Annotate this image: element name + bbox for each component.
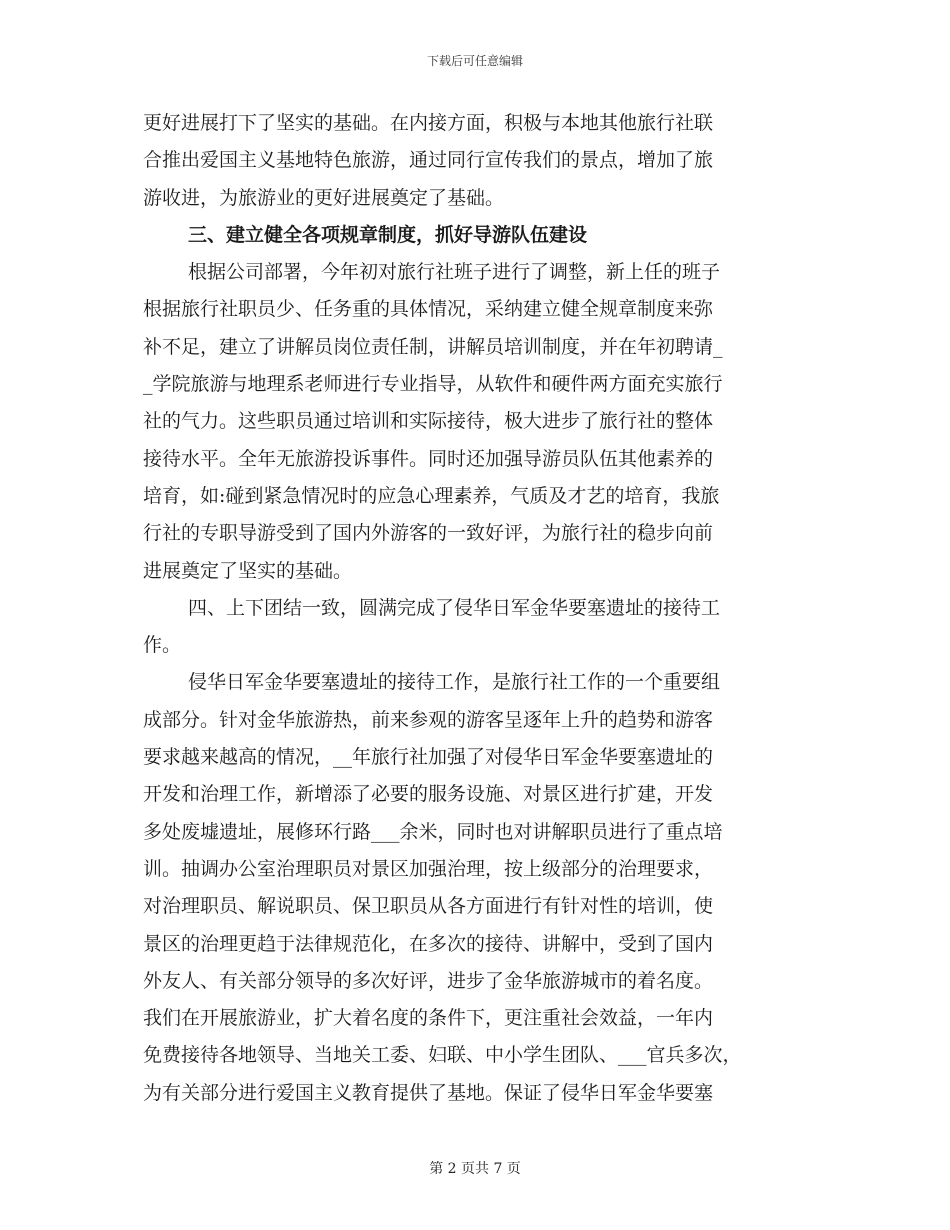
text-line: 开发和治理工作，新增添了必要的服务设施、对景区进行扩建，开发 — [143, 783, 714, 806]
text-line: 社的气力。这些职员通过培训和实际接待，极大进步了旅行社的整体 — [143, 410, 714, 433]
page-header: 下载后可任意编辑 — [426, 54, 523, 68]
text-line: 外友人、有关部分领导的多次好评，进步了金华旅游城市的着名度。 — [143, 969, 714, 992]
text-line: 更好进展打下了坚实的基础。在内接方面，积极与本地其他旅行社联 — [143, 112, 714, 134]
text-line: 根据公司部署，今年初对旅行社班子进行了调整，新上任的班子 — [188, 261, 721, 284]
section-heading-line: 三、建立健全各项规章制度，抓好导游队伍建设 — [188, 223, 588, 246]
text-line: 为有关部分进行爱国主义教育提供了基地。保证了侵华日军金华要塞 — [143, 1081, 714, 1104]
text-line: 训。抽调办公室治理职员对景区加强治理，按上级部分的治理要求， — [143, 857, 714, 880]
page-footer: 第 2 页共 7 页 — [429, 1161, 521, 1177]
text-line: 游收进，为旅游业的更好进展奠定了基础。 — [143, 186, 505, 209]
text-line: 培育，如:碰到紧急情况时的应急心理素养，气质及才艺的培育，我旅 — [143, 484, 720, 507]
text-line: 补不足，建立了讲解员岗位责任制，讲解员培训制度，并在年初聘请_ — [143, 335, 723, 358]
text-line: 根据旅行社职员少、任务重的具体情况，采纳建立健全规章制度来弥 — [143, 298, 714, 321]
text-line: 免费接待各地领导、当地关工委、妇联、中小学生团队、___官兵多次， — [143, 1044, 742, 1067]
text-line: _学院旅游与地理系老师进行专业指导，从软件和硬件两方面充实旅行 — [143, 373, 723, 396]
text-line: 对治理职员、解说职员、保卫职员从各方面进行有针对性的培训，使 — [143, 895, 714, 918]
text-line: 四、上下团结一致，圆满完成了侵华日军金华要塞遗址的接待工 — [188, 596, 721, 619]
text-line: 我们在开展旅游业，扩大着名度的条件下，更注重社会效益，一年内 — [143, 1007, 714, 1030]
text-line: 作。 — [143, 634, 182, 657]
text-line: 行社的专职导游受到了国内外游客的一致好评，为旅行社的稳步向前 — [143, 522, 714, 545]
text-line: 成部分。针对金华旅游热，前来参观的游客呈逐年上升的趋势和游客 — [143, 708, 714, 731]
text-line: 要求越来越高的情况，__年旅行社加强了对侵华日军金华要塞遗址的 — [143, 746, 714, 769]
text-line: 接待水平。全年无旅游投诉事件。同时还加强导游员队伍其他素养的 — [143, 447, 714, 470]
text-line: 景区的治理更趋于法律规范化，在多次的接待、讲解中，受到了国内 — [143, 932, 714, 955]
text-line: 多处废墟遗址，展修环行路___余米，同时也对讲解职员进行了重点培 — [143, 820, 723, 843]
text-line: 侵华日军金华要塞遗址的接待工作，是旅行社工作的一个重要组 — [188, 671, 721, 694]
document-body — [143, 105, 808, 1112]
text-line: 进展奠定了坚实的基础。 — [143, 559, 353, 582]
text-line: 合推出爱国主义基地特色旅游，通过同行宣传我们的景点，增加了旅 — [143, 149, 714, 172]
